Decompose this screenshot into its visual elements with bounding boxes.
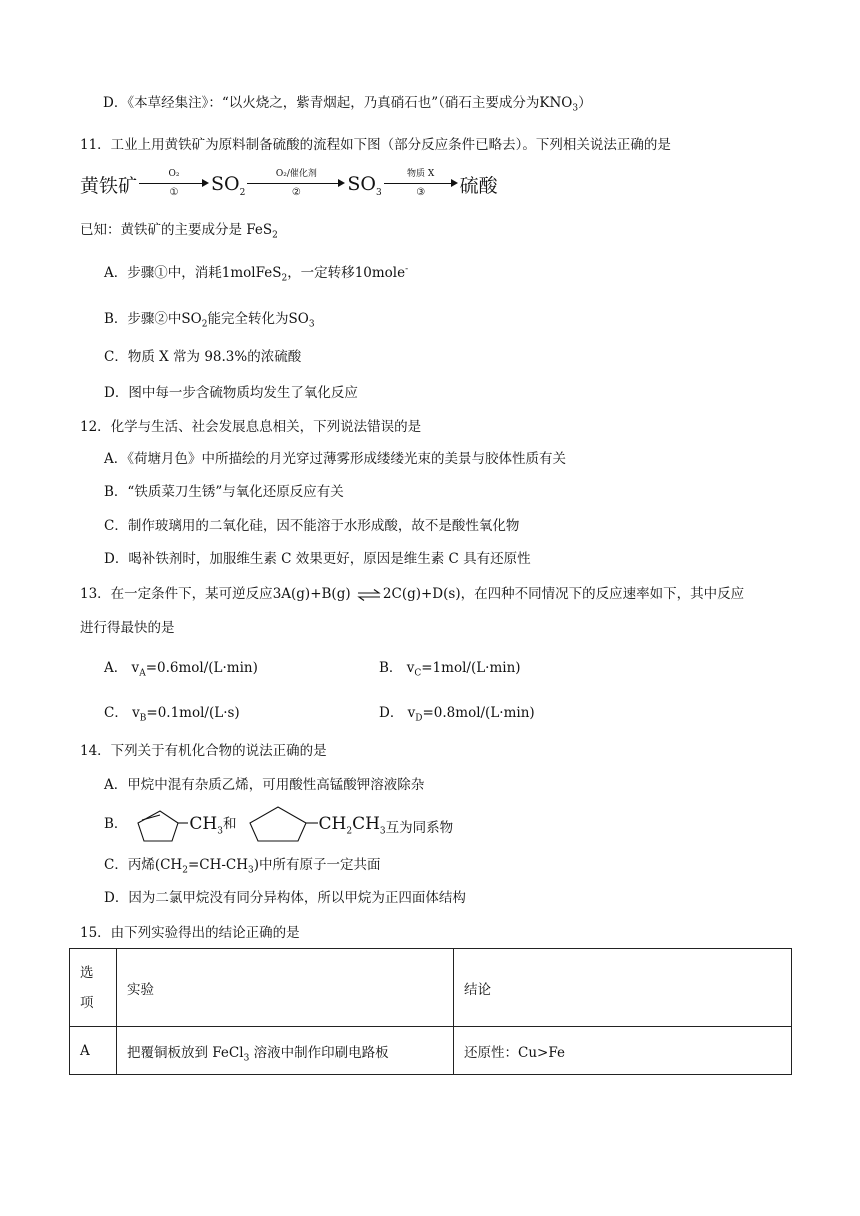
cyclopentene-methyl-structure-icon [128, 805, 188, 843]
experiment-table [69, 948, 792, 1075]
header-experiment: 实验 [117, 949, 454, 1027]
row-option-label: A [70, 1027, 117, 1075]
q11-known: 已知：黄铁矿的主要成分是 FeS$_2$ [80, 222, 278, 241]
q13-stem-line2: 进行得最快的是 [80, 620, 175, 636]
table-header-row [70, 949, 792, 1027]
q13-option-a: A． $v_A=0.6mol/(L\cdot\min)$ [104, 660, 258, 679]
q14-option-b: B． $CH_3$ 和 $CH_2CH_3$ 互为同系物 [104, 805, 453, 843]
row-experiment: 把覆铜板放到 FeCl$_3$ 溶液中制作印刷电路板 [117, 1027, 454, 1075]
q14-option-d: D．因为二氯甲烷没有同分异构体，所以甲烷为正四面体结构 [104, 890, 466, 906]
q10-option-d: D．《本草经集注》：“以火烧之，紫青烟起，乃真硝石也”（硝石主要成分为$KNO_3$） [103, 95, 592, 114]
q14-stem: 14．下列关于有机化合物的说法正确的是 [80, 743, 327, 759]
q13-option-b: B． $v_C=1mol/(L\cdot\min)$ [379, 660, 521, 679]
flow-end: 硫酸 [459, 174, 498, 197]
ch3-group: $CH_3$ [189, 814, 223, 837]
q11-option-a: A．步骤①中，消耗1molFeS$_2$，一定转移10mole- [104, 264, 409, 284]
q13-stem: 13．在一定条件下，某可逆反应3A(g)+B(g) 2C(g)+D(s)，在四种不同情况下的反应速率如下，其中反应 [80, 586, 745, 602]
flow-so2: $SO_2$ [211, 173, 246, 198]
q12-option-b: B．“铁质菜刀生锈”与氧化还原反应有关 [104, 484, 344, 500]
row-conclusion: 还原性：Cu>Fe [454, 1027, 792, 1075]
flow-arrow-1: O₂ ① [139, 169, 209, 199]
header-conclusion: 结论 [454, 949, 792, 1027]
q14-option-a: A．甲烷中混有杂质乙烯，可用酸性高锰酸钾溶液除杂 [104, 777, 425, 793]
q11-option-d: D．图中每一步含硫物质均发生了氧化反应 [104, 385, 358, 401]
equilibrium-arrow-icon [357, 589, 381, 601]
q12-stem: 12．化学与生活、社会发展息息相关，下列说法错误的是 [80, 419, 422, 435]
flow-arrow-3: 物质 X ③ [384, 169, 458, 199]
q13-option-d: D． $v_D=0.8mol/(L\cdot\min)$ [379, 705, 535, 724]
q11-option-c: C．物质 X 常为 98.3%的浓硫酸 [104, 349, 302, 365]
q13-option-c: C． $v_B=0.1mol/(L\cdot s)$ [104, 705, 240, 724]
header-option: 选 项 [70, 949, 117, 1027]
table-row [70, 1027, 792, 1075]
q12-option-c: C．制作玻璃用的二氧化硅，因不能溶于水形成酸，故不是酸性氧化物 [104, 518, 520, 534]
q11-option-b: B．步骤②中$SO_2$能完全转化为$SO_3$ [104, 311, 315, 330]
ch2ch3-group: $CH_2CH_3$ [318, 814, 386, 837]
q15-stem: 15．由下列实验得出的结论正确的是 [80, 925, 300, 941]
cyclopentane-ethyl-structure-icon [238, 805, 318, 843]
flow-arrow-2: O₂/催化剂 ② [247, 169, 345, 199]
q11-stem: 11．工业上用黄铁矿为原料制备硫酸的流程如下图（部分反应条件已略去）。下列相关说法正确的是 [80, 137, 671, 153]
q12-option-a: A．《荷塘月色》中所描绘的月光穿过薄雾形成缕缕光束的美景与胶体性质有关 [104, 451, 566, 467]
q12-option-d: D．喝补铁剂时，加服维生素 C 效果更好，原因是维生素 C 具有还原性 [104, 551, 531, 567]
flow-so3: $SO_3$ [347, 173, 382, 198]
q14-option-c: C．丙烯$(CH_2=CH-CH_3)$中所有原子一定共面 [104, 857, 381, 876]
flow-start: 黄铁矿 [80, 174, 138, 197]
q11-flow-diagram [80, 167, 498, 201]
